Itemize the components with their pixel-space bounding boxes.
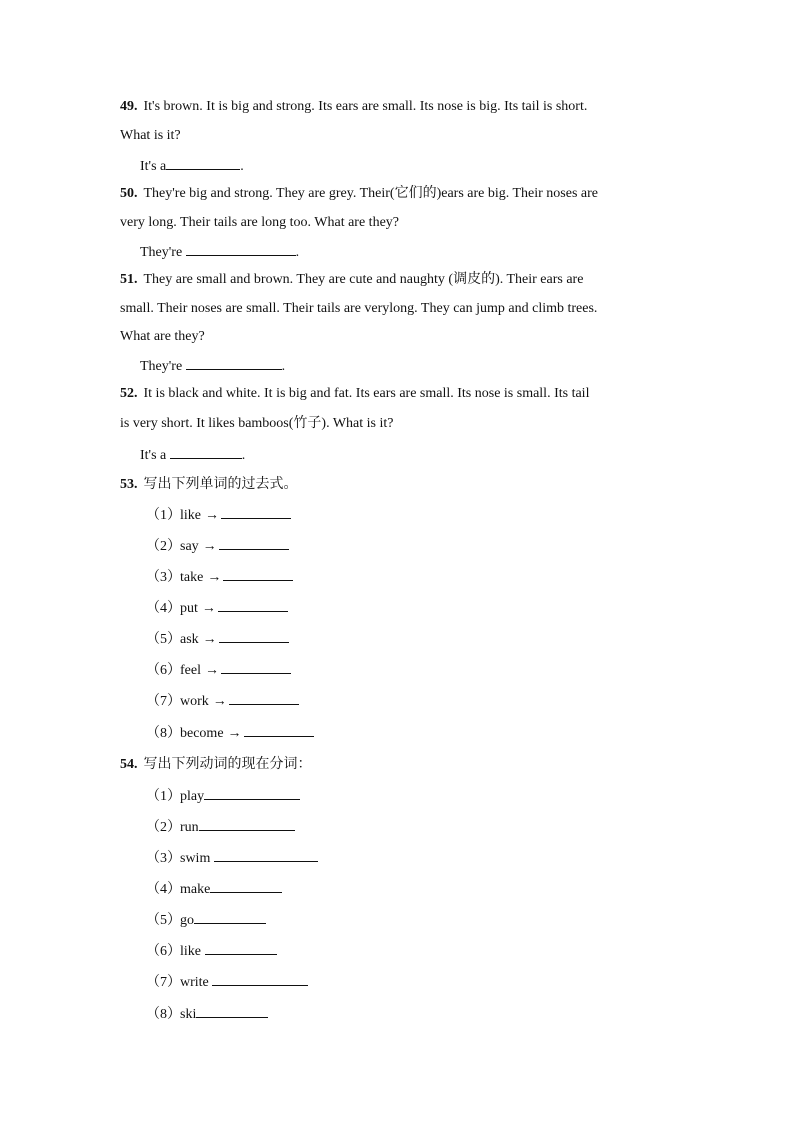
- item-index: （3）: [146, 851, 181, 866]
- answer-blank[interactable]: [186, 241, 296, 256]
- question-49-answer: [140, 155, 700, 177]
- question-instruction: 写出下列动词的现在分词：: [143, 756, 312, 772]
- item-word: make: [180, 882, 211, 897]
- question-51-answer: [140, 355, 700, 377]
- q54-item-8: [146, 1003, 268, 1025]
- arrow-icon: →: [201, 601, 216, 616]
- item-index: （6）: [146, 944, 181, 959]
- answer-blank[interactable]: [219, 535, 289, 550]
- question-51-line3: What are they?: [120, 329, 205, 344]
- question-51-line2: small. Their noses are small. Their tails are verylong. They can jump and climb trees.: [120, 301, 598, 316]
- q54-item-4: [146, 878, 282, 900]
- q53-item-4: [146, 597, 288, 619]
- answer-blank[interactable]: [205, 940, 277, 955]
- item-word: work: [180, 694, 209, 709]
- item-word: ask: [180, 632, 199, 647]
- question-text: They're big and strong. They are grey. Their(它们的)ears are big. Their noses are: [143, 186, 599, 201]
- item-index: （7）: [146, 694, 181, 709]
- answer-prefix: They're: [140, 245, 183, 260]
- answer-blank[interactable]: [170, 444, 242, 459]
- item-index: （6）: [146, 663, 181, 678]
- q53-item-5: [146, 628, 289, 650]
- arrow-icon: →: [212, 694, 227, 709]
- answer-blank[interactable]: [244, 722, 314, 737]
- q53-item-2: [146, 535, 289, 557]
- item-word: say: [180, 539, 199, 554]
- answer-prefix: It's a: [140, 159, 167, 174]
- item-index: （2）: [146, 539, 181, 554]
- item-word: play: [180, 789, 205, 804]
- answer-suffix: .: [295, 245, 300, 260]
- answer-blank[interactable]: [212, 971, 308, 986]
- answer-blank[interactable]: [166, 155, 240, 170]
- item-index: （1）: [146, 789, 181, 804]
- item-word: go: [180, 913, 194, 928]
- item-word: like: [180, 508, 201, 523]
- q53-item-1: [146, 504, 291, 526]
- answer-blank[interactable]: [210, 878, 282, 893]
- item-index: （4）: [146, 882, 181, 897]
- answer-suffix: .: [240, 159, 244, 174]
- answer-blank[interactable]: [221, 504, 291, 519]
- question-number: 51.: [120, 272, 138, 287]
- question-text: It's brown. It is big and strong. Its ears are small. Its nose is big. Its tail is short.: [143, 99, 588, 114]
- question-text: They are small and brown. They are cute and naughty (调皮的). Their ears are: [143, 272, 584, 287]
- q53-item-8: [146, 722, 314, 744]
- question-50-answer: [140, 241, 700, 263]
- item-word: put: [180, 601, 198, 616]
- q54-item-3: [146, 847, 318, 869]
- answer-blank[interactable]: [221, 659, 291, 674]
- answer-blank[interactable]: [218, 597, 288, 612]
- answer-suffix: .: [241, 448, 246, 463]
- q53-item-3: [146, 566, 293, 588]
- answer-blank[interactable]: [199, 816, 295, 831]
- question-number: 49.: [120, 99, 138, 114]
- answer-prefix: They're: [140, 359, 183, 374]
- question-50-line2: very long. Their tails are long too. What are they?: [120, 215, 400, 230]
- item-word: ski: [180, 1007, 197, 1022]
- question-53-header: [120, 474, 680, 495]
- item-index: （4）: [146, 601, 181, 616]
- item-index: （3）: [146, 570, 181, 585]
- answer-blank[interactable]: [214, 847, 318, 862]
- question-54-header: [120, 754, 680, 775]
- item-index: （5）: [146, 632, 181, 647]
- item-index: （8）: [146, 726, 181, 741]
- question-50-line1: [120, 184, 680, 204]
- question-52-answer: [140, 444, 700, 466]
- question-51-line1: [120, 270, 680, 290]
- answer-suffix: .: [281, 359, 286, 374]
- answer-blank[interactable]: [196, 1003, 268, 1018]
- answer-blank[interactable]: [219, 628, 289, 643]
- question-52-line1: [120, 384, 680, 404]
- arrow-icon: →: [202, 632, 217, 647]
- q54-item-1: [146, 785, 300, 807]
- q54-item-5: [146, 909, 266, 931]
- item-index: （8）: [146, 1007, 181, 1022]
- q54-item-6: [146, 940, 277, 962]
- answer-blank[interactable]: [229, 690, 299, 705]
- arrow-icon: →: [207, 570, 222, 585]
- item-word: feel: [180, 663, 201, 678]
- question-49-line1: [120, 97, 680, 117]
- item-word: take: [180, 570, 204, 585]
- item-word: become: [180, 726, 224, 741]
- arrow-icon: →: [205, 508, 219, 523]
- answer-blank[interactable]: [223, 566, 293, 581]
- arrow-icon: →: [202, 539, 217, 554]
- question-number: 50.: [120, 186, 138, 201]
- arrow-icon: →: [227, 726, 242, 741]
- question-text: It is black and white. It is big and fat. Its ears are small. Its nose is small. Its tail: [143, 386, 590, 401]
- item-word: write: [180, 975, 209, 990]
- item-index: （7）: [146, 975, 181, 990]
- item-index: （2）: [146, 820, 181, 835]
- question-number: 52.: [120, 386, 138, 401]
- q53-item-6: [146, 659, 291, 681]
- answer-blank[interactable]: [194, 909, 266, 924]
- q54-item-7: [146, 971, 308, 993]
- item-word: swim: [180, 851, 211, 866]
- question-instruction: 写出下列单词的过去式。: [143, 476, 298, 492]
- answer-blank[interactable]: [204, 785, 300, 800]
- answer-prefix: It's a: [140, 448, 167, 463]
- q53-item-7: [146, 690, 299, 712]
- question-49-line2: What is it?: [120, 128, 181, 143]
- question-number: 53.: [120, 477, 138, 492]
- q54-item-2: [146, 816, 295, 838]
- item-index: （5）: [146, 913, 181, 928]
- item-word: run: [180, 820, 199, 835]
- question-number: 54.: [120, 757, 138, 772]
- question-52-line2: is very short. It likes bamboos(竹子). What is it?: [120, 416, 394, 431]
- answer-blank[interactable]: [186, 355, 282, 370]
- item-index: （1）: [146, 508, 181, 523]
- item-word: like: [180, 944, 201, 959]
- arrow-icon: →: [204, 663, 219, 678]
